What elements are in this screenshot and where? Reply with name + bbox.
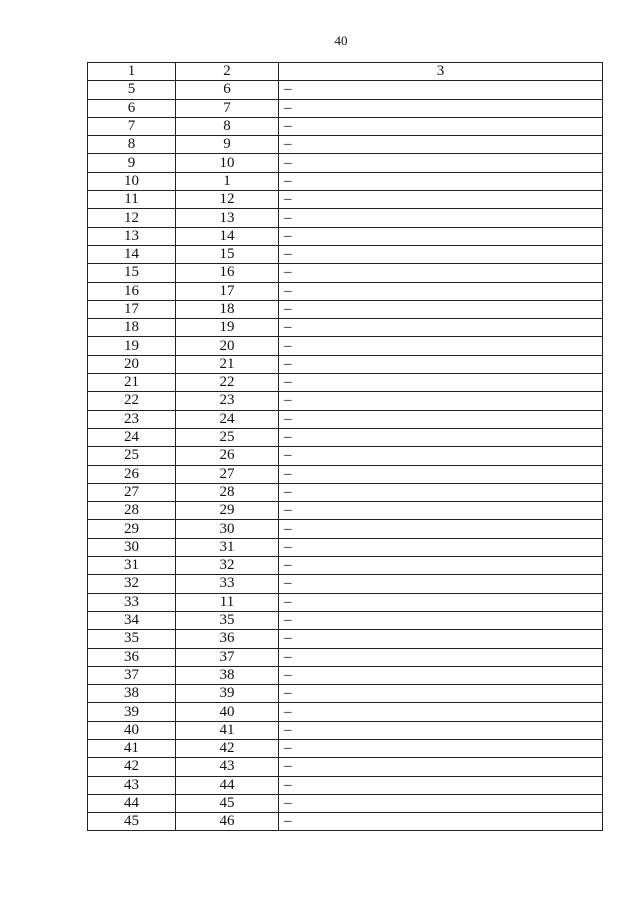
cell-col2: 38: [176, 666, 279, 684]
cell-col2: 36: [176, 630, 279, 648]
cell-col3: –: [279, 154, 603, 172]
table-row: [88, 483, 603, 501]
cell-col1: 11: [88, 191, 176, 209]
cell-col2: 8: [176, 117, 279, 135]
cell-col1: 31: [88, 557, 176, 575]
table-row: [88, 685, 603, 703]
cell-col2: 16: [176, 264, 279, 282]
table-row: [88, 117, 603, 135]
cell-col2: 1: [176, 172, 279, 190]
cell-col3: –: [279, 593, 603, 611]
cell-col1: 15: [88, 264, 176, 282]
cell-col1: 27: [88, 483, 176, 501]
cell-col3: –: [279, 172, 603, 190]
cell-col3: –: [279, 209, 603, 227]
cell-col2: 15: [176, 245, 279, 263]
cell-col3: –: [279, 739, 603, 757]
cell-col2: 7: [176, 99, 279, 117]
table-row: [88, 739, 603, 757]
cell-col2: 45: [176, 794, 279, 812]
cell-col3: –: [279, 117, 603, 135]
cell-col2: 26: [176, 447, 279, 465]
cell-col1: 42: [88, 758, 176, 776]
table-row: [88, 410, 603, 428]
table-row: [88, 813, 603, 831]
table-row: [88, 538, 603, 556]
cell-col1: 43: [88, 776, 176, 794]
cell-col2: 39: [176, 685, 279, 703]
cell-col3: –: [279, 575, 603, 593]
cell-col2: 35: [176, 611, 279, 629]
cell-col3: –: [279, 794, 603, 812]
cell-col3: –: [279, 282, 603, 300]
cell-col1: 14: [88, 245, 176, 263]
table-row: [88, 758, 603, 776]
table-row: [88, 227, 603, 245]
cell-col1: 17: [88, 300, 176, 318]
cell-col2: 25: [176, 428, 279, 446]
cell-col3: –: [279, 136, 603, 154]
table-row: [88, 337, 603, 355]
cell-col1: 45: [88, 813, 176, 831]
cell-col2: 11: [176, 593, 279, 611]
cell-col1: 7: [88, 117, 176, 135]
cell-col3: –: [279, 502, 603, 520]
cell-col2: 28: [176, 483, 279, 501]
table-row: [88, 557, 603, 575]
cell-col3: –: [279, 81, 603, 99]
cell-col3: –: [279, 465, 603, 483]
cell-col2: 46: [176, 813, 279, 831]
table-row: [88, 154, 603, 172]
table-row: [88, 794, 603, 812]
cell-col1: 44: [88, 794, 176, 812]
cell-col2: 44: [176, 776, 279, 794]
table-row: [88, 300, 603, 318]
cell-col1: 35: [88, 630, 176, 648]
cell-col2: 27: [176, 465, 279, 483]
cell-col3: –: [279, 703, 603, 721]
cell-col3: –: [279, 300, 603, 318]
cell-col1: 37: [88, 666, 176, 684]
table-row: [88, 81, 603, 99]
cell-col2: 23: [176, 392, 279, 410]
table-row: [88, 282, 603, 300]
cell-col1: 6: [88, 99, 176, 117]
cell-col1: 28: [88, 502, 176, 520]
cell-col3: –: [279, 758, 603, 776]
table-row: [88, 447, 603, 465]
cell-col1: 12: [88, 209, 176, 227]
cell-col3: –: [279, 355, 603, 373]
cell-col2: 6: [176, 81, 279, 99]
cell-col1: 18: [88, 319, 176, 337]
cell-col3: –: [279, 264, 603, 282]
table-row: [88, 319, 603, 337]
cell-col1: 19: [88, 337, 176, 355]
cell-col1: 26: [88, 465, 176, 483]
cell-col3: –: [279, 410, 603, 428]
cell-col1: 34: [88, 611, 176, 629]
cell-col3: –: [279, 648, 603, 666]
cell-col2: 17: [176, 282, 279, 300]
cell-col1: 20: [88, 355, 176, 373]
table-row: [88, 99, 603, 117]
cell-col2: 40: [176, 703, 279, 721]
table-row: [88, 191, 603, 209]
cell-col1: 22: [88, 392, 176, 410]
cell-col3: –: [279, 721, 603, 739]
cell-col2: 29: [176, 502, 279, 520]
cell-col3: –: [279, 557, 603, 575]
cell-col1: 24: [88, 428, 176, 446]
cell-col2: 43: [176, 758, 279, 776]
table-row: [88, 721, 603, 739]
table-row: [88, 264, 603, 282]
cell-col3: –: [279, 337, 603, 355]
cell-col1: 10: [88, 172, 176, 190]
table-row: [88, 355, 603, 373]
cell-col2: 33: [176, 575, 279, 593]
cell-col1: 5: [88, 81, 176, 99]
header-cell-col2: 2: [176, 63, 279, 81]
cell-col3: –: [279, 538, 603, 556]
cell-col1: 9: [88, 154, 176, 172]
table-row: [88, 575, 603, 593]
cell-col3: –: [279, 99, 603, 117]
cell-col3: –: [279, 813, 603, 831]
cell-col3: –: [279, 319, 603, 337]
cell-col1: 40: [88, 721, 176, 739]
cell-col1: 30: [88, 538, 176, 556]
cell-col1: 39: [88, 703, 176, 721]
cell-col1: 33: [88, 593, 176, 611]
cell-col1: 36: [88, 648, 176, 666]
cell-col2: 22: [176, 374, 279, 392]
cell-col3: –: [279, 483, 603, 501]
cell-col3: –: [279, 666, 603, 684]
cell-col3: –: [279, 447, 603, 465]
table-body: [88, 63, 603, 831]
table-row: [88, 520, 603, 538]
cell-col2: 9: [176, 136, 279, 154]
table-row: [88, 465, 603, 483]
cell-col2: 14: [176, 227, 279, 245]
cell-col2: 20: [176, 337, 279, 355]
cell-col1: 16: [88, 282, 176, 300]
table-row: [88, 630, 603, 648]
cell-col2: 24: [176, 410, 279, 428]
cell-col1: 23: [88, 410, 176, 428]
cell-col3: –: [279, 776, 603, 794]
table-header-row: [88, 63, 603, 81]
table-row: [88, 502, 603, 520]
table-row: [88, 172, 603, 190]
table-row: [88, 374, 603, 392]
cell-col2: 12: [176, 191, 279, 209]
table-row: [88, 428, 603, 446]
cell-col1: 29: [88, 520, 176, 538]
cell-col1: 25: [88, 447, 176, 465]
table-row: [88, 666, 603, 684]
cell-col1: 32: [88, 575, 176, 593]
cell-col3: –: [279, 630, 603, 648]
cell-col3: –: [279, 191, 603, 209]
cell-col1: 21: [88, 374, 176, 392]
cell-col1: 8: [88, 136, 176, 154]
cell-col1: 13: [88, 227, 176, 245]
table-row: [88, 611, 603, 629]
cell-col2: 41: [176, 721, 279, 739]
cell-col2: 32: [176, 557, 279, 575]
header-cell-col3: 3: [279, 63, 603, 81]
cell-col3: –: [279, 245, 603, 263]
header-cell-col1: 1: [88, 63, 176, 81]
cell-col2: 18: [176, 300, 279, 318]
table-row: [88, 209, 603, 227]
page-number: 40: [334, 33, 348, 48]
table-row: [88, 136, 603, 154]
table-row: [88, 703, 603, 721]
table-row: [88, 648, 603, 666]
cell-col2: 31: [176, 538, 279, 556]
table-row: [88, 776, 603, 794]
cell-col2: 10: [176, 154, 279, 172]
cell-col2: 13: [176, 209, 279, 227]
table-row: [88, 245, 603, 263]
cell-col2: 37: [176, 648, 279, 666]
cell-col3: –: [279, 374, 603, 392]
cell-col3: –: [279, 227, 603, 245]
cell-col3: –: [279, 392, 603, 410]
cell-col2: 42: [176, 739, 279, 757]
table-row: [88, 392, 603, 410]
cell-col3: –: [279, 428, 603, 446]
cell-col3: –: [279, 611, 603, 629]
cell-col1: 41: [88, 739, 176, 757]
cell-col2: 30: [176, 520, 279, 538]
data-table: [87, 62, 603, 831]
cell-col2: 21: [176, 355, 279, 373]
table-row: [88, 593, 603, 611]
cell-col3: –: [279, 685, 603, 703]
cell-col3: –: [279, 520, 603, 538]
cell-col2: 19: [176, 319, 279, 337]
cell-col1: 38: [88, 685, 176, 703]
